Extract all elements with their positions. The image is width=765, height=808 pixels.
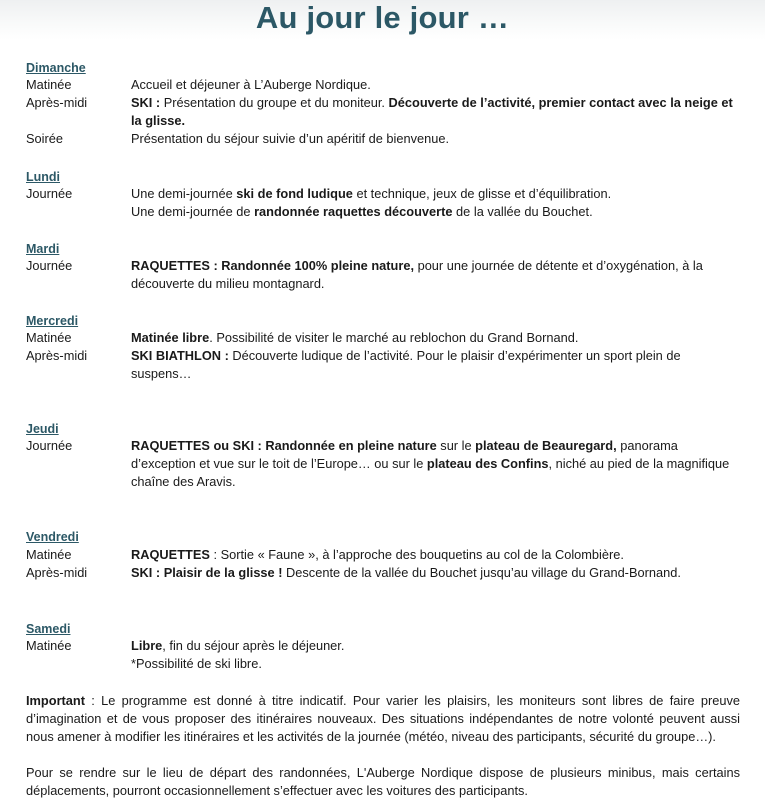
schedule-row [26,347,744,383]
row-label: Matinée [26,547,72,562]
day-heading-samedi: Samedi [26,622,71,636]
bold-text-run: RAQUETTES [131,547,210,562]
schedule-row [26,437,744,491]
row-label: Journée [26,438,73,453]
bold-text-run: ski de fond ludique [236,186,353,201]
bold-text-run: Matinée libre [131,330,210,345]
bold-text-run: Libre [131,638,163,653]
day-heading-vendredi: Vendredi [26,530,79,544]
bold-text-run: Important [26,693,86,708]
row-label: Après-midi [26,348,88,363]
row-description [131,637,743,655]
text-run: et technique, jeux de glisse et d’équilibration. [352,186,612,201]
row-description [131,546,743,564]
row-description [131,94,743,130]
text-run: Descente de la vallée du Bouchet jusqu’au village du Grand-Bornand. [282,565,681,580]
bold-text-run: randonnée raquettes découverte [254,204,453,219]
row-description [131,130,743,148]
text-run: Découverte ludique de l’activité. Pour le plaisir d’expérimenter un sport plein de suspens… [131,348,681,381]
text-run: , fin du séjour après le déjeuner. [162,638,345,653]
row-description [131,185,743,203]
text-run: pour une journée de détente et d’oxygénation, à la découverte du milieu montagnard. [131,258,703,291]
schedule-row [26,546,744,564]
transport-note [26,764,740,800]
day-heading-dimanche: Dimanche [26,61,86,75]
schedule-row [26,329,744,347]
text-run: . Possibilité de visiter le marché au reblochon du Grand Bornand. [209,330,579,345]
row-description [131,76,743,94]
row-label: Soirée [26,131,63,146]
schedule-row [26,76,744,94]
schedule-row [26,203,744,221]
text-run: , niché au pied de la magnifique chaîne des Aravis. [131,456,730,489]
text-run: Accueil et déjeuner à L’Auberge Nordique. [131,77,371,92]
text-run: : Sortie « Faune », à l’approche des bouquetins au col de la Colombière. [209,547,624,562]
day-heading-jeudi: Jeudi [26,422,59,436]
schedule-row [26,130,744,148]
schedule-row [26,257,744,293]
text-run: *Possibilité de ski libre. [131,656,262,671]
bold-text-run: Découverte de l’activité, premier contact avec la neige et la glisse. [131,95,733,128]
text-run: Une demi-journée de [131,204,255,219]
row-label: Matinée [26,638,72,653]
schedule-row [26,655,744,673]
bold-text-run: plateau de Beauregard, [475,438,617,453]
row-label: Journée [26,258,73,273]
row-label: Après-midi [26,565,88,580]
row-description [131,257,743,293]
schedule-row [26,637,744,655]
text-run: : Le programme est donné à titre indicatif. Pour varier les plaisirs, les moniteurs sont libres de faire preuve d’imagination et de vous proposer des itinéraires nouveaux. Des situations indépendantes de notre volonté peuvent aussi nous amener à modifier les itinéraires et les activités de la journée (météo, niveau des participants, sécurité du groupe…). [26,693,740,744]
text-run: Pour se rendre sur le lieu de départ des randonnées, L'Auberge Nordique dispose de plusieurs minibus, mais certains déplacements, pourront occasionnellement s’effectuer avec les voitures des participants. [26,765,740,798]
row-label: Matinée [26,77,72,92]
row-description [131,655,743,673]
important-note [26,692,740,746]
row-label: Journée [26,186,73,201]
bold-text-run: RAQUETTES ou SKI : Randonnée en pleine nature [131,438,437,453]
row-label: Matinée [26,330,72,345]
day-heading-lundi: Lundi [26,170,61,184]
row-description [131,203,743,221]
row-description [131,437,743,491]
text-run: Présentation du groupe et du moniteur. [160,95,389,110]
text-run: panorama d’exception et vue sur le toit de l’Europe… ou sur le [131,438,678,471]
bold-text-run: SKI : [131,95,161,110]
row-description [131,564,743,582]
day-heading-mercredi: Mercredi [26,314,79,328]
schedule-row [26,94,744,130]
bold-text-run: SKI BIATHLON : [131,348,229,363]
text-run: Une demi-journée [131,186,237,201]
bold-text-run: plateau des Confins [426,456,549,471]
row-label: Après-midi [26,95,88,110]
bold-text-run: SKI : Plaisir de la glisse ! [131,565,283,580]
day-heading-mardi: Mardi [26,242,60,256]
row-description [131,329,743,347]
page-title: Au jour le jour … [255,0,510,35]
bold-text-run: RAQUETTES : Randonnée 100% pleine nature, [131,258,415,273]
text-run: sur le [436,438,476,453]
schedule-row [26,185,744,203]
row-description [131,347,743,383]
schedule-row [26,564,744,582]
text-run: de la vallée du Bouchet. [452,204,593,219]
text-run: Présentation du séjour suivie d’un apéritif de bienvenue. [131,131,449,146]
